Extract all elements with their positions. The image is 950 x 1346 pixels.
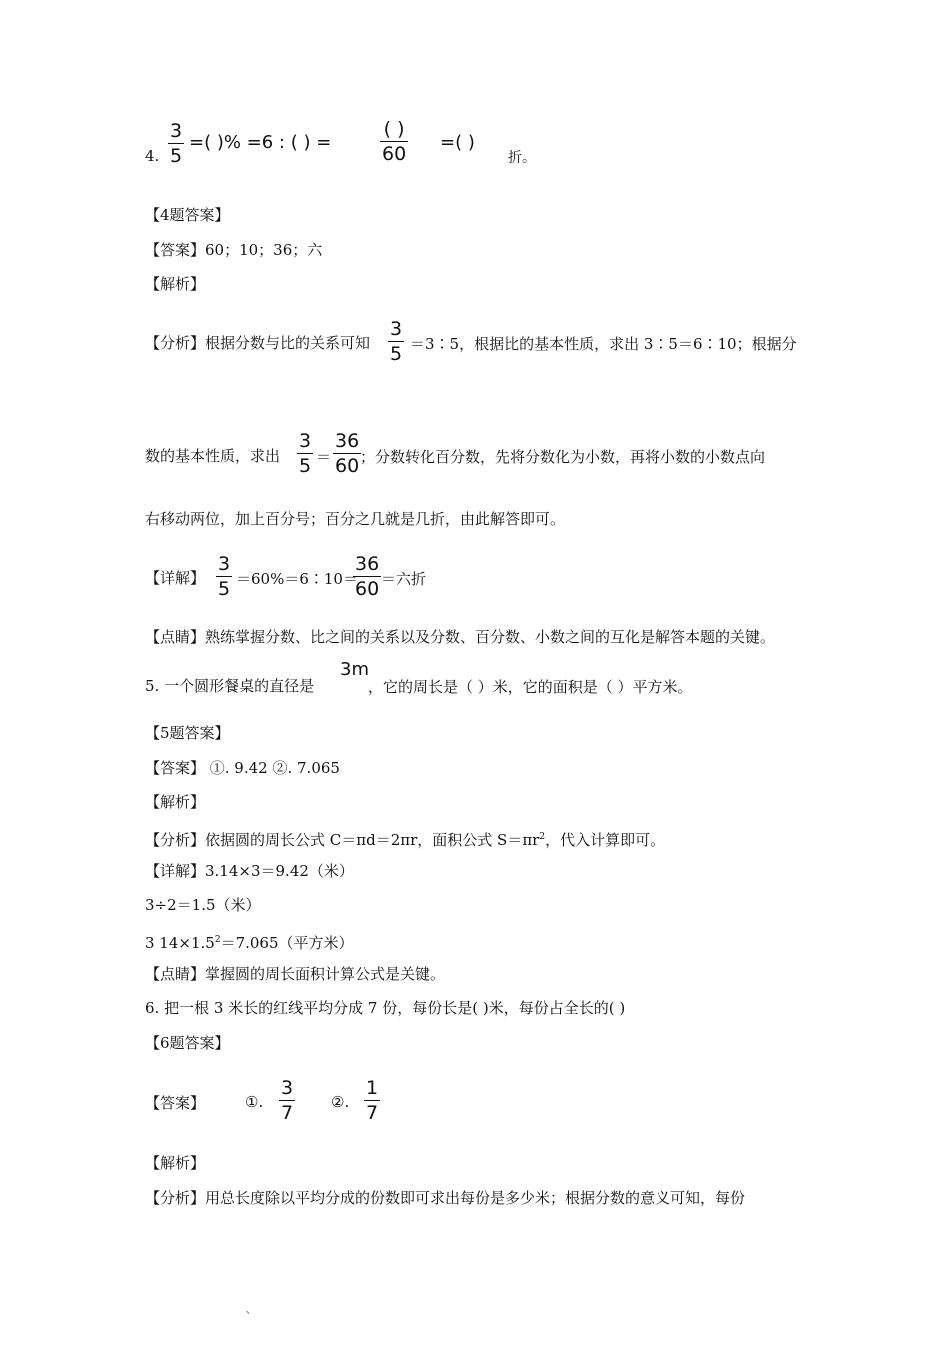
q6-answer-mark1: ①. bbox=[245, 1093, 264, 1111]
fraction-bar bbox=[388, 341, 404, 342]
q6-answer-fraction2 bbox=[364, 1077, 380, 1124]
q4-fraction-blank-60 bbox=[380, 118, 408, 165]
fraction-denominator: 7 bbox=[281, 1102, 294, 1124]
q4-answer-heading: 【4题答案】 bbox=[145, 206, 230, 224]
fraction-bar bbox=[380, 141, 408, 142]
fraction-bar bbox=[168, 143, 184, 144]
q5-diameter-value: 3m bbox=[340, 659, 369, 680]
fraction-denominator: 5 bbox=[218, 578, 231, 600]
q5-detail3 bbox=[145, 930, 354, 953]
q4-analysis-heading: 【解析】 bbox=[145, 275, 206, 293]
fraction-bar bbox=[353, 576, 381, 577]
fraction-numerator: 3 bbox=[390, 318, 403, 340]
fraction-denominator: 5 bbox=[299, 455, 312, 477]
q5-answer-heading: 【5题答案】 bbox=[145, 724, 230, 742]
fraction-denominator: 60 bbox=[335, 455, 360, 477]
q5-detail3-post: ＝7.065（平方米） bbox=[220, 934, 354, 952]
q5-analysis-heading: 【解析】 bbox=[145, 793, 206, 811]
q4-analysis-line3: 右移动两位，加上百分号；百分之几就是几折，由此解答即可。 bbox=[145, 510, 566, 528]
q4-detail-fraction2 bbox=[353, 553, 381, 600]
q4-analysis-line2-post: ；分数转化百分数，先将分数化为小数，再将小数的小数点向 bbox=[360, 448, 766, 466]
q5-fenxi-text: 【分析】依据圆的周长公式 C＝πd＝2πr，面积公式 S＝πr bbox=[145, 831, 540, 849]
fraction-denominator: 60 bbox=[382, 143, 407, 165]
q4-detail-pre: 【详解】 bbox=[145, 569, 206, 587]
q6-fenxi: 【分析】用总长度除以平均分成的份数即可求出每份是多少米；根据分数的意义可知，每份 bbox=[145, 1189, 746, 1207]
q4-analysis-fraction bbox=[388, 318, 404, 365]
q6-analysis-heading: 【解析】 bbox=[145, 1154, 206, 1172]
q5-detail3-pre: 3 14×1.5 bbox=[145, 934, 215, 952]
fraction-numerator: 3 bbox=[299, 430, 312, 452]
q4-answer: 【答案】60；10；36；六 bbox=[145, 241, 323, 259]
q5-fenxi bbox=[145, 827, 665, 850]
q5-fenxi-end: ，代入计算即可。 bbox=[545, 831, 666, 849]
q6-answer-mark2: ②. bbox=[331, 1093, 350, 1111]
fraction-bar bbox=[279, 1100, 295, 1101]
fraction-numerator: 3 bbox=[218, 553, 231, 575]
q5-detail1: 【详解】3.14×3＝9.42（米） bbox=[145, 862, 354, 880]
fraction-numerator: ( ) bbox=[383, 118, 405, 140]
fraction-numerator: 36 bbox=[355, 553, 380, 575]
q4-analysis-line2-fraction1 bbox=[297, 430, 313, 477]
q6-answer-pre: 【答案】 bbox=[145, 1094, 206, 1112]
q5-question-post: ，它的周长是（ ）米，它的面积是（ ）平方米。 bbox=[368, 678, 693, 696]
q4-fraction-3-5 bbox=[168, 120, 184, 167]
fraction-bar bbox=[333, 453, 361, 454]
q4-analysis-line2-fraction2 bbox=[333, 430, 361, 477]
fraction-bar bbox=[364, 1100, 380, 1101]
fraction-denominator: 5 bbox=[170, 145, 183, 167]
superscript: 2 bbox=[214, 935, 221, 945]
q4-analysis-line2-pre: 数的基本性质，求出 bbox=[145, 447, 281, 465]
q4-equation-part1: =( )% =6 : ( ) = bbox=[189, 132, 332, 153]
fraction-denominator: 60 bbox=[355, 578, 380, 600]
q6-answer-fraction1 bbox=[279, 1077, 295, 1124]
fraction-bar bbox=[216, 576, 232, 577]
q4-detail-post: ＝六折 bbox=[381, 570, 427, 588]
fraction-numerator: 1 bbox=[366, 1077, 379, 1099]
fraction-numerator: 36 bbox=[335, 430, 360, 452]
q4-detail-fraction1 bbox=[216, 553, 232, 600]
q4-dianjing: 【点睛】熟练掌握分数、比之间的关系以及分数、百分数、小数之间的互化是解答本题的关键。 bbox=[145, 628, 776, 646]
q4-suffix: 折。 bbox=[508, 150, 536, 166]
q6-answer-heading: 【6题答案】 bbox=[145, 1034, 230, 1052]
q4-equation-part2: =( ) bbox=[440, 132, 475, 153]
footer-mark: 、 bbox=[245, 1301, 259, 1317]
q4-analysis-line1-post: ＝3∶5，根据比的基本性质，求出 3∶5＝6∶10；根据分 bbox=[410, 335, 797, 353]
fraction-denominator: 7 bbox=[366, 1102, 379, 1124]
q5-dianjing: 【点睛】掌握圆的周长面积计算公式是关键。 bbox=[145, 965, 446, 983]
q4-detail-mid: ＝60%＝6∶10＝ bbox=[236, 570, 358, 588]
fraction-denominator: 5 bbox=[390, 343, 403, 365]
fraction-numerator: 3 bbox=[170, 120, 183, 142]
q4-number: 4. bbox=[145, 147, 160, 165]
q4-analysis-line1-pre: 【分析】根据分数与比的关系可知 bbox=[145, 334, 371, 352]
q5-detail2: 3÷2＝1.5（米） bbox=[145, 896, 261, 914]
fraction-numerator: 3 bbox=[281, 1077, 294, 1099]
q5-answer: 【答案】 ①. 9.42 ②. 7.065 bbox=[145, 759, 340, 777]
fraction-bar bbox=[297, 453, 313, 454]
q4-analysis-line2-eq: ＝ bbox=[316, 448, 332, 466]
superscript: 2 bbox=[539, 832, 546, 842]
q5-question-pre: 5. 一个圆形餐桌的直径是 bbox=[145, 677, 315, 695]
q6-question: 6. 把一根 3 米长的红线平均分成 7 份，每份长是( )米，每份占全长的( ) bbox=[145, 999, 626, 1017]
